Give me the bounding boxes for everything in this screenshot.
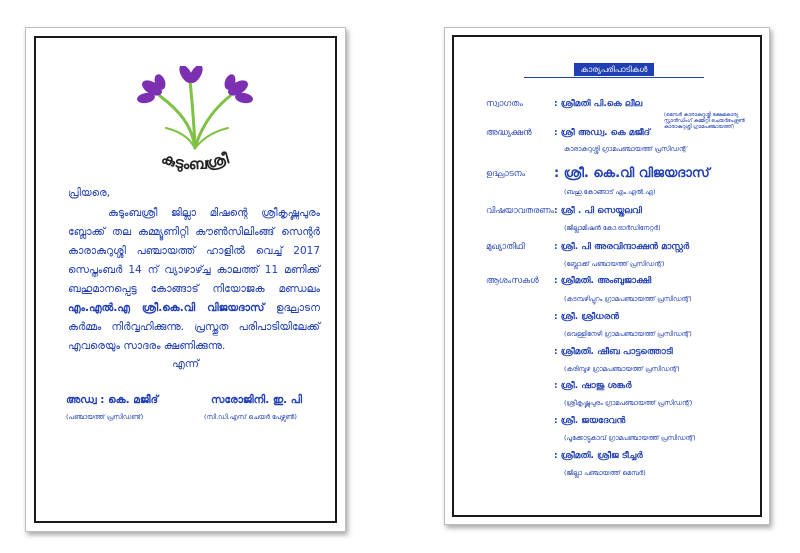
paragraph-highlight: എം.എൽ.എ ശ്രീ.കെ.വി വിജയദാസ് <box>68 302 265 314</box>
programme-name: : ശ്രീ. കെ.വി വിജയദാസ് <box>554 166 710 181</box>
paragraph-text: കുടുംബശ്രീ ജില്ലാ മിഷന്റെ ശ്രീകൃഷ്ണപുരം ബ്ലോക്ക് തല കമ്മ്യൂണിറ്റി കൗൺസിലിംങ്ങ് സെന്റർ കാരാകുറുശ്ശി പഞ്ചായത്ത് ഹാളിൽ വെച്ച് 2017 സെപ്തംബർ 14 ന് വ്യാഴാഴ്ച്ച കാലത്ത് 11 മണിക്ക് ബഹുമാനപ്പെട്ട കോങ്ങാട് നിയോജക മണ്ഡലം <box>68 207 320 295</box>
programme-name: : ശ്രീമതി. അംബുജാക്ഷി <box>554 276 652 286</box>
programme-name: : ശ്രീമതി. ഷീബ പാട്ടത്തൊടി <box>554 347 673 357</box>
signatory-left-name: അഡ്വ : കെ. മജീദ് <box>66 394 159 406</box>
programme-name: : ശ്രീമതി. ശ്രീജ ടീച്ചർ <box>554 451 643 461</box>
programme-role: വിഷയാവതരണം <box>486 206 555 216</box>
programme-desc: (മെമ്പർ കാരാകുറുശ്ശി ക്ഷേമകാര്യ സ്റ്റാൻഡിംഗ് കമ്മിറ്റി ചെയർപേഴ്സൺ കാരാകുറുശ്ശി ഗ്രാമപഞ്ചായത്ത്) <box>664 112 745 130</box>
programme-name: : ശ്രീ. ശ്രീധരൻ <box>554 312 619 322</box>
programme-name: : ശ്രീ അഡ്വ. കെ മജീദ് <box>554 128 650 138</box>
signatory-right-role: (സി.ഡി.എസ് ചെയർ പേഴ്സൺ) <box>204 413 297 421</box>
programme-role: ഉദ്ഘാടനം <box>486 169 526 179</box>
invitation-card <box>25 27 346 532</box>
programme-desc: (കടമ്പഴിപ്പുറം ഗ്രാമപഞ്ചായത്ത് പ്രസിഡന്റ്) <box>564 295 692 303</box>
programme-role: സ്വാഗതം <box>486 99 523 109</box>
programme-name: : ശ്രീ . പി സെയ്തലവി <box>554 206 642 216</box>
programme-name: : ശ്രീ. പി അരവിന്ദാക്ഷൻ മാസ്റ്റർ <box>554 242 690 252</box>
invitation-border <box>34 36 337 523</box>
programme-desc: (ബ്ലോക്ക് പഞ്ചായത്ത് പ്രസിഡന്റ്) <box>564 260 665 268</box>
programme-role: അദ്ധ്യക്ഷൻ <box>486 128 532 138</box>
paragraph-text-end: ഉദ്ഘാടന കർമ്മം നിർവ്വഹിക്കുന്നു. പ്രസ്തുത പരിപാടിയിലേക്ക് എവരെയും സാദരം ക്ഷണിക്കുന്നു. <box>68 302 320 352</box>
programme-desc: (ജില്ലാമിഷൻ കോ.ഓർഡിനേറ്റർ) <box>564 224 661 232</box>
invitation-paragraph <box>68 204 320 356</box>
programme-card <box>444 27 770 525</box>
programme-desc: (ശ്രീകൃഷ്ണപുരം ഗ്രാമപഞ്ചായത്ത് പ്രസിഡന്റ്) <box>564 399 693 407</box>
kudumbashree-logo <box>130 66 260 176</box>
closing-word: എന്ന് <box>172 358 199 370</box>
programme-desc: (ജില്ലാ പഞ്ചായത്ത് മെമ്പർ) <box>564 469 646 477</box>
signatory-right-name: സരോജിനി. ഇ. പി <box>211 394 303 406</box>
programme-name: : ശ്രീ. ഷാജു ശങ്കർ <box>554 381 632 391</box>
programme-name: : ശ്രീമതി പി.കെ ലീല <box>554 99 643 109</box>
programme-border <box>452 35 762 517</box>
programme-desc: (വെള്ളിനേഴി ഗ്രാമപഞ്ചായത്ത് പ്രസിഡന്റ്) <box>564 330 692 338</box>
signatory-left-role: (പഞ്ചായത്ത് പ്രസിഡണ്ട്) <box>66 413 144 421</box>
programme-title-rule <box>524 77 704 78</box>
programme-name: : ശ്രീ. ജയദേവൻ <box>554 416 626 426</box>
programme-role: ആശംസകൾ <box>486 276 539 286</box>
programme-desc: കാരാകുറുശ്ശി ഗ്രാമപഞ്ചായത്ത് പ്രസിഡന്റ് <box>564 145 687 153</box>
programme-title: കാര്യപരിപാടികൾ <box>574 63 654 76</box>
greeting: പ്രിയരെ, <box>68 187 110 199</box>
programme-role: മുഖ്യാതിഥി <box>486 242 525 252</box>
programme-desc: (പൂക്കോട്ടുകാവ് ഗ്രാമപഞ്ചായത്ത് പ്രസിഡന്റ്) <box>564 434 696 442</box>
programme-desc: (ബഹു.കോങ്ങാട് എം.എൽ.എ) <box>564 188 656 196</box>
svg-text:കുടുംബശ്രീ: കുടുംബശ്രീ <box>159 148 231 174</box>
programme-desc: (കരിമ്പുഴ ഗ്രാമപഞ്ചായത്ത് പ്രസിഡന്റ്) <box>564 365 680 373</box>
